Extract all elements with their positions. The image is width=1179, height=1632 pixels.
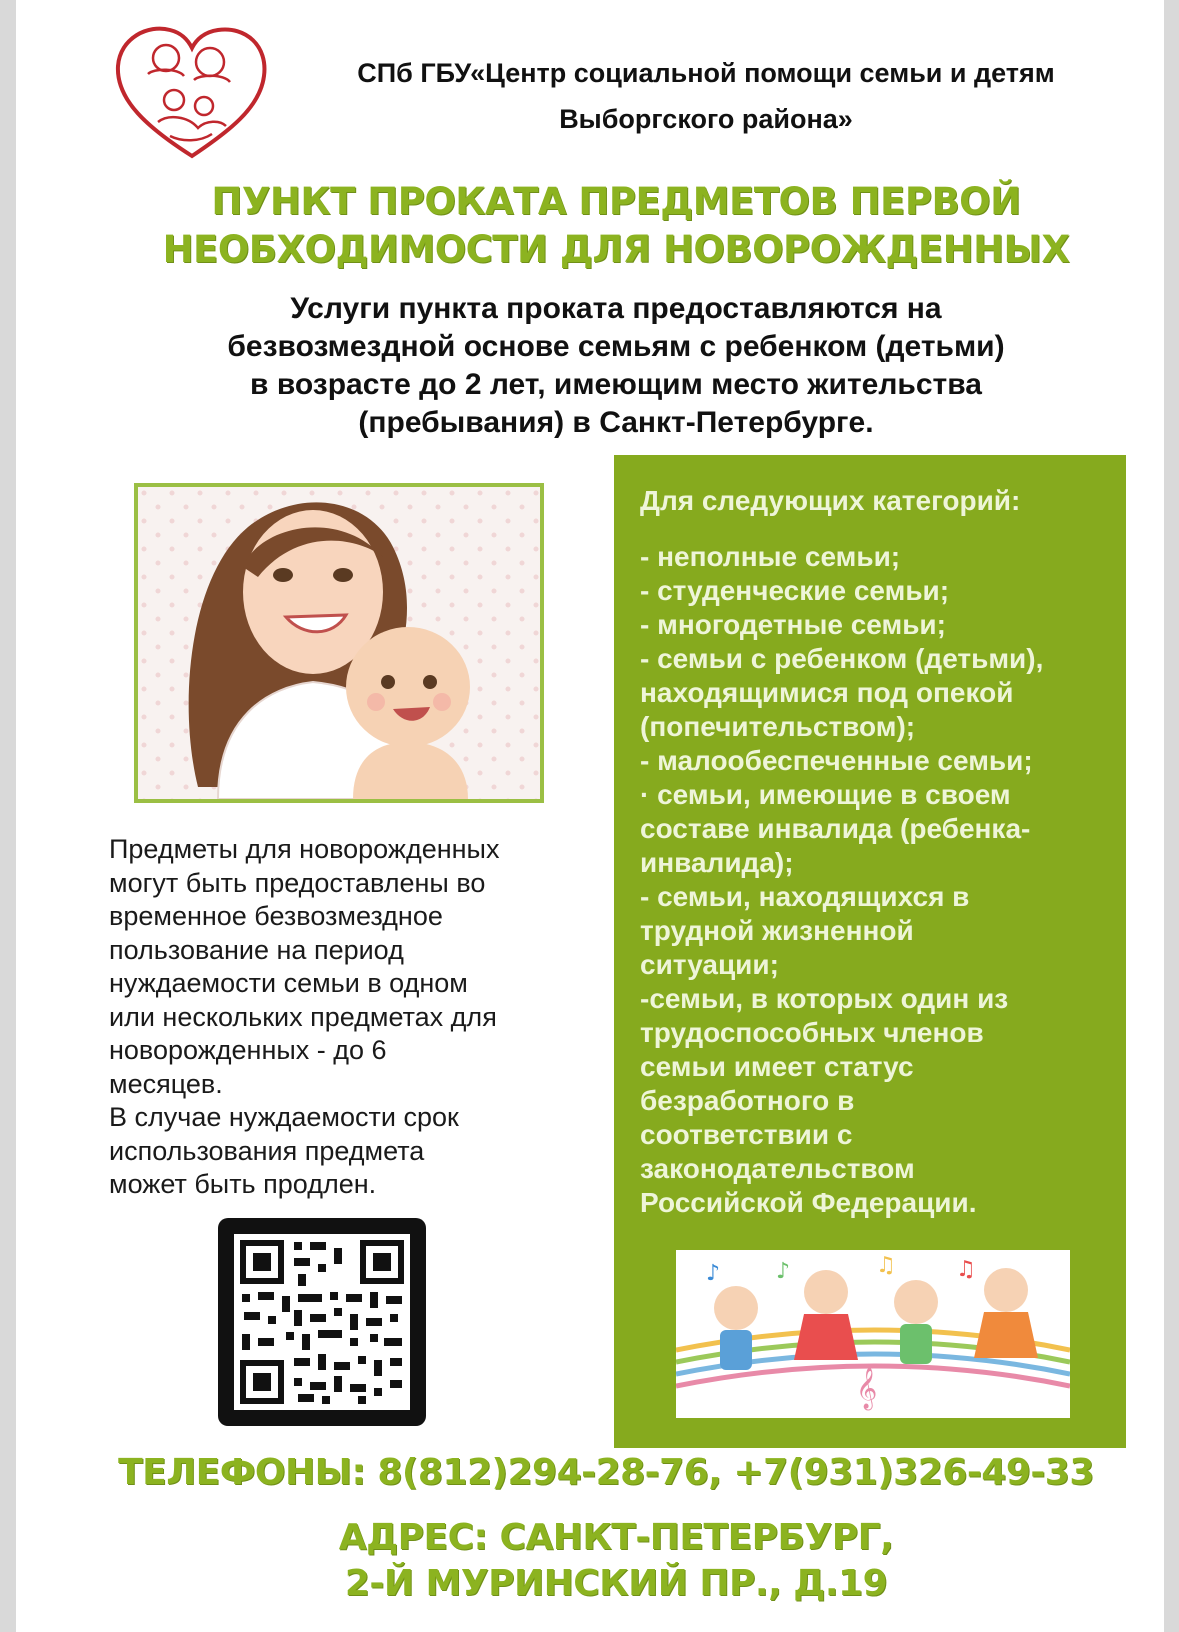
categories-panel: [614, 455, 1126, 1448]
categories-title: Для следующих категорий:: [640, 485, 1021, 516]
family-heart-logo-icon: [108, 18, 276, 163]
headline-line1: ПУНКТ ПРОКАТА ПРЕДМЕТОВ ПЕРВОЙ: [211, 180, 1021, 223]
description-line: могут быть предоставлены во: [109, 867, 486, 898]
description-line: временное безвозмездное: [109, 901, 443, 931]
address: [116, 1515, 1116, 1607]
svg-text:♫: ♫: [876, 1253, 896, 1278]
category-line: Российской Федерации.: [640, 1187, 977, 1218]
category-line: - многодетные семьи;: [640, 609, 946, 640]
qr-code-icon: [234, 1234, 410, 1410]
description-line: нуждаемости семьи в одном: [109, 968, 468, 998]
phone-numbers: ТЕЛЕФОНЫ: 8(812)294-28-76, +7(931)326-49-33: [118, 1452, 1094, 1493]
svg-text:♪: ♪: [706, 1261, 721, 1286]
category-line: - студенческие семьи;: [640, 575, 950, 606]
intro-line3: в возрасте до 2 лет, имеющим место жительства: [250, 368, 982, 401]
svg-text:♪: ♪: [776, 1259, 791, 1284]
address-line1: АДРЕС: САНКТ-ПЕТЕРБУРГ,: [338, 1517, 894, 1558]
category-line: находящимися под опекой: [640, 677, 1014, 708]
intro-line2: безвозмездной основе семьям с ребенком (детьми): [227, 330, 1005, 363]
description-line: использования предмета: [109, 1135, 425, 1166]
description-line: пользование на период: [109, 934, 404, 965]
description-line: В случае нуждаемости срок: [109, 1102, 459, 1132]
category-line: составе инвалида (ребенка-: [640, 813, 1031, 844]
svg-text:♫: ♫: [956, 1257, 976, 1282]
organization-name: [266, 50, 1146, 142]
category-line: безработного в: [640, 1085, 855, 1116]
qr-code[interactable]: [218, 1218, 426, 1426]
description-line: новорожденных - до 6: [109, 1035, 387, 1065]
intro-line1: Услуги пункта проката предоставляются на: [290, 292, 942, 325]
category-line: · семьи, имеющие в своем: [640, 779, 1011, 810]
description-line: может быть продлен.: [109, 1169, 377, 1199]
category-line: -семьи, в которых один из: [640, 983, 1009, 1014]
intro-line4: (пребывания) в Санкт-Петербурге.: [358, 406, 874, 439]
description-line: месяцев.: [109, 1068, 223, 1099]
category-line: ситуации;: [640, 949, 779, 980]
intro-text: [116, 290, 1116, 442]
category-line: (попечительством);: [640, 711, 916, 742]
flyer-page: [16, 0, 1164, 1632]
organization-name-line1: СПб ГБУ«Центр социальной помощи семьи и детям: [357, 58, 1055, 88]
category-line: - семьи, находящихся в: [640, 881, 970, 912]
category-line: - малообеспеченные семьи;: [640, 745, 1033, 776]
category-line: трудоспособных членов: [640, 1017, 984, 1048]
main-headline: [116, 178, 1116, 274]
category-line: соответствии с: [640, 1119, 853, 1150]
description-line: Предметы для новорожденных: [109, 834, 500, 864]
organization-name-line2: Выборгского района»: [559, 104, 853, 134]
address-line2: 2-Й МУРИНСКИЙ ПР., Д.19: [344, 1563, 888, 1604]
items-description: [109, 833, 589, 1202]
dancing-kids-illustration: [676, 1250, 1070, 1418]
category-line: - семьи с ребенком (детьми),: [640, 643, 1044, 674]
category-line: законодательством: [640, 1153, 915, 1184]
mother-baby-illustration: [134, 483, 544, 803]
category-line: - неполные семьи;: [640, 541, 901, 572]
headline-line2: НЕОБХОДИМОСТИ ДЛЯ НОВОРОЖДЕННЫХ: [162, 228, 1070, 271]
svg-text:𝄞: 𝄞: [856, 1368, 878, 1409]
categories-list: [640, 540, 1120, 1220]
category-line: инвалида);: [640, 847, 794, 878]
category-line: семьи имеет статус: [640, 1051, 914, 1082]
description-line: или нескольких предметах для: [109, 1001, 497, 1032]
category-line: трудной жизненной: [640, 915, 914, 946]
